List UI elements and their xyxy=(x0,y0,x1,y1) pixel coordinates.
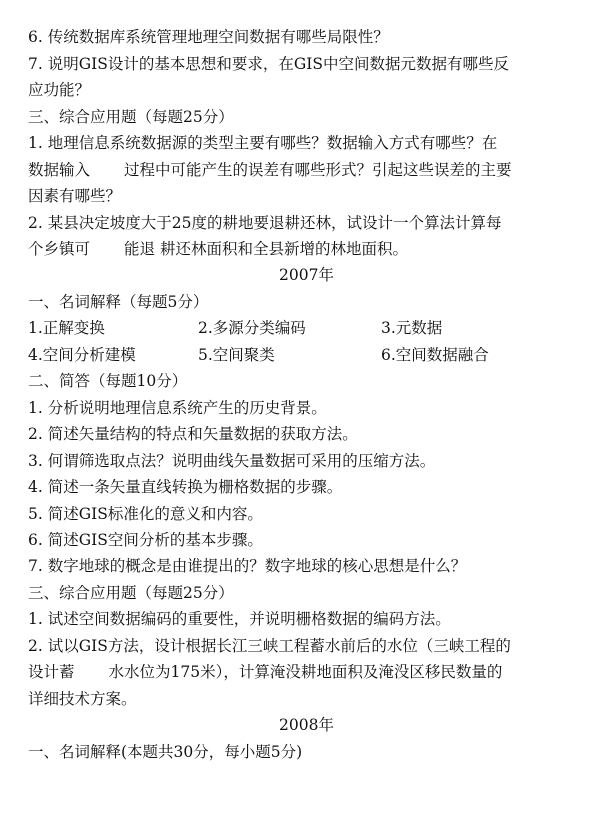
section-heading: 三、综合应用题（每题25分） xyxy=(28,584,234,602)
text-segment: 设计蓄 xyxy=(28,663,75,681)
question-line: 1. 试述空间数据编码的重要性，并说明栅格数据的编码方法。 xyxy=(28,610,451,628)
year-heading: 2007年 xyxy=(279,266,334,284)
question-line: 6. 简述GIS空间分析的基本步骤。 xyxy=(28,531,263,549)
term-item: 1.正解变换 xyxy=(28,319,105,337)
question-line: 2. 简述矢量结构的特点和矢量数据的获取方法。 xyxy=(28,425,358,443)
section-heading: 一、名词解释（每题5分） xyxy=(28,293,209,311)
question-line: 6. 传统数据库系统管理地理空间数据有哪些局限性？ xyxy=(28,28,389,46)
question-line: 详细技术方案。 xyxy=(28,690,137,708)
text-segment: 过程中可能产生的误差有哪些形式？引起这些误差的主要 xyxy=(124,161,512,179)
question-line: 应功能？ xyxy=(28,81,91,99)
question-line: 7. 说明GIS设计的基本思想和要求，在GIS中空间数据元数据有哪些反 xyxy=(28,55,509,73)
text-segment: 个乡镇可 xyxy=(28,240,91,258)
term-item: 3.元数据 xyxy=(381,319,443,337)
question-line: 7. 数字地球的概念是由谁提出的？数字地球的核心思想是什么？ xyxy=(28,557,467,575)
term-item: 2.多源分类编码 xyxy=(198,319,306,337)
year-heading: 2008年 xyxy=(279,716,334,734)
question-line: 4. 简述一条矢量直线转换为栅格数据的步骤。 xyxy=(28,478,343,496)
question-line xyxy=(28,239,593,259)
question-line xyxy=(28,160,593,180)
section-heading: 三、综合应用题（每题25分） xyxy=(28,108,234,126)
question-line: 因素有哪些？ xyxy=(28,187,122,205)
question-line: 5. 简述GIS标准化的意义和内容。 xyxy=(28,505,263,523)
question-line: 1. 地理信息系统数据源的类型主要有哪些？数据输入方式有哪些？在 xyxy=(28,134,498,152)
term-item: 5.空间聚类 xyxy=(198,346,275,364)
section-heading: 一、名词解释(本题共30分，每小题5分) xyxy=(28,743,303,761)
term-item: 6.空间数据融合 xyxy=(381,346,489,364)
question-line: 3. 何谓筛选取点法？说明曲线矢量数据可采用的压缩方法。 xyxy=(28,452,436,470)
question-line: 1. 分析说明地理信息系统产生的历史背景。 xyxy=(28,399,327,417)
term-item: 4.空间分析建模 xyxy=(28,346,136,364)
question-line xyxy=(28,662,593,682)
text-segment: 能退 耕还林面积和全县新增的林地面积。 xyxy=(124,240,408,258)
question-line: 2. 某县决定坡度大于25度的耕地要退耕还林，试设计一个算法计算每 xyxy=(28,214,502,232)
question-line: 2. 试以GIS方法，设计根据长江三峡工程蓄水前后的水位（三峡工程的 xyxy=(28,637,511,655)
text-segment: 水水位为175米），计算淹没耕地面积及淹没区移民数量的 xyxy=(108,663,503,681)
text-segment: 数据输入 xyxy=(28,161,91,179)
section-heading: 二、简答（每题10分） xyxy=(28,372,188,390)
